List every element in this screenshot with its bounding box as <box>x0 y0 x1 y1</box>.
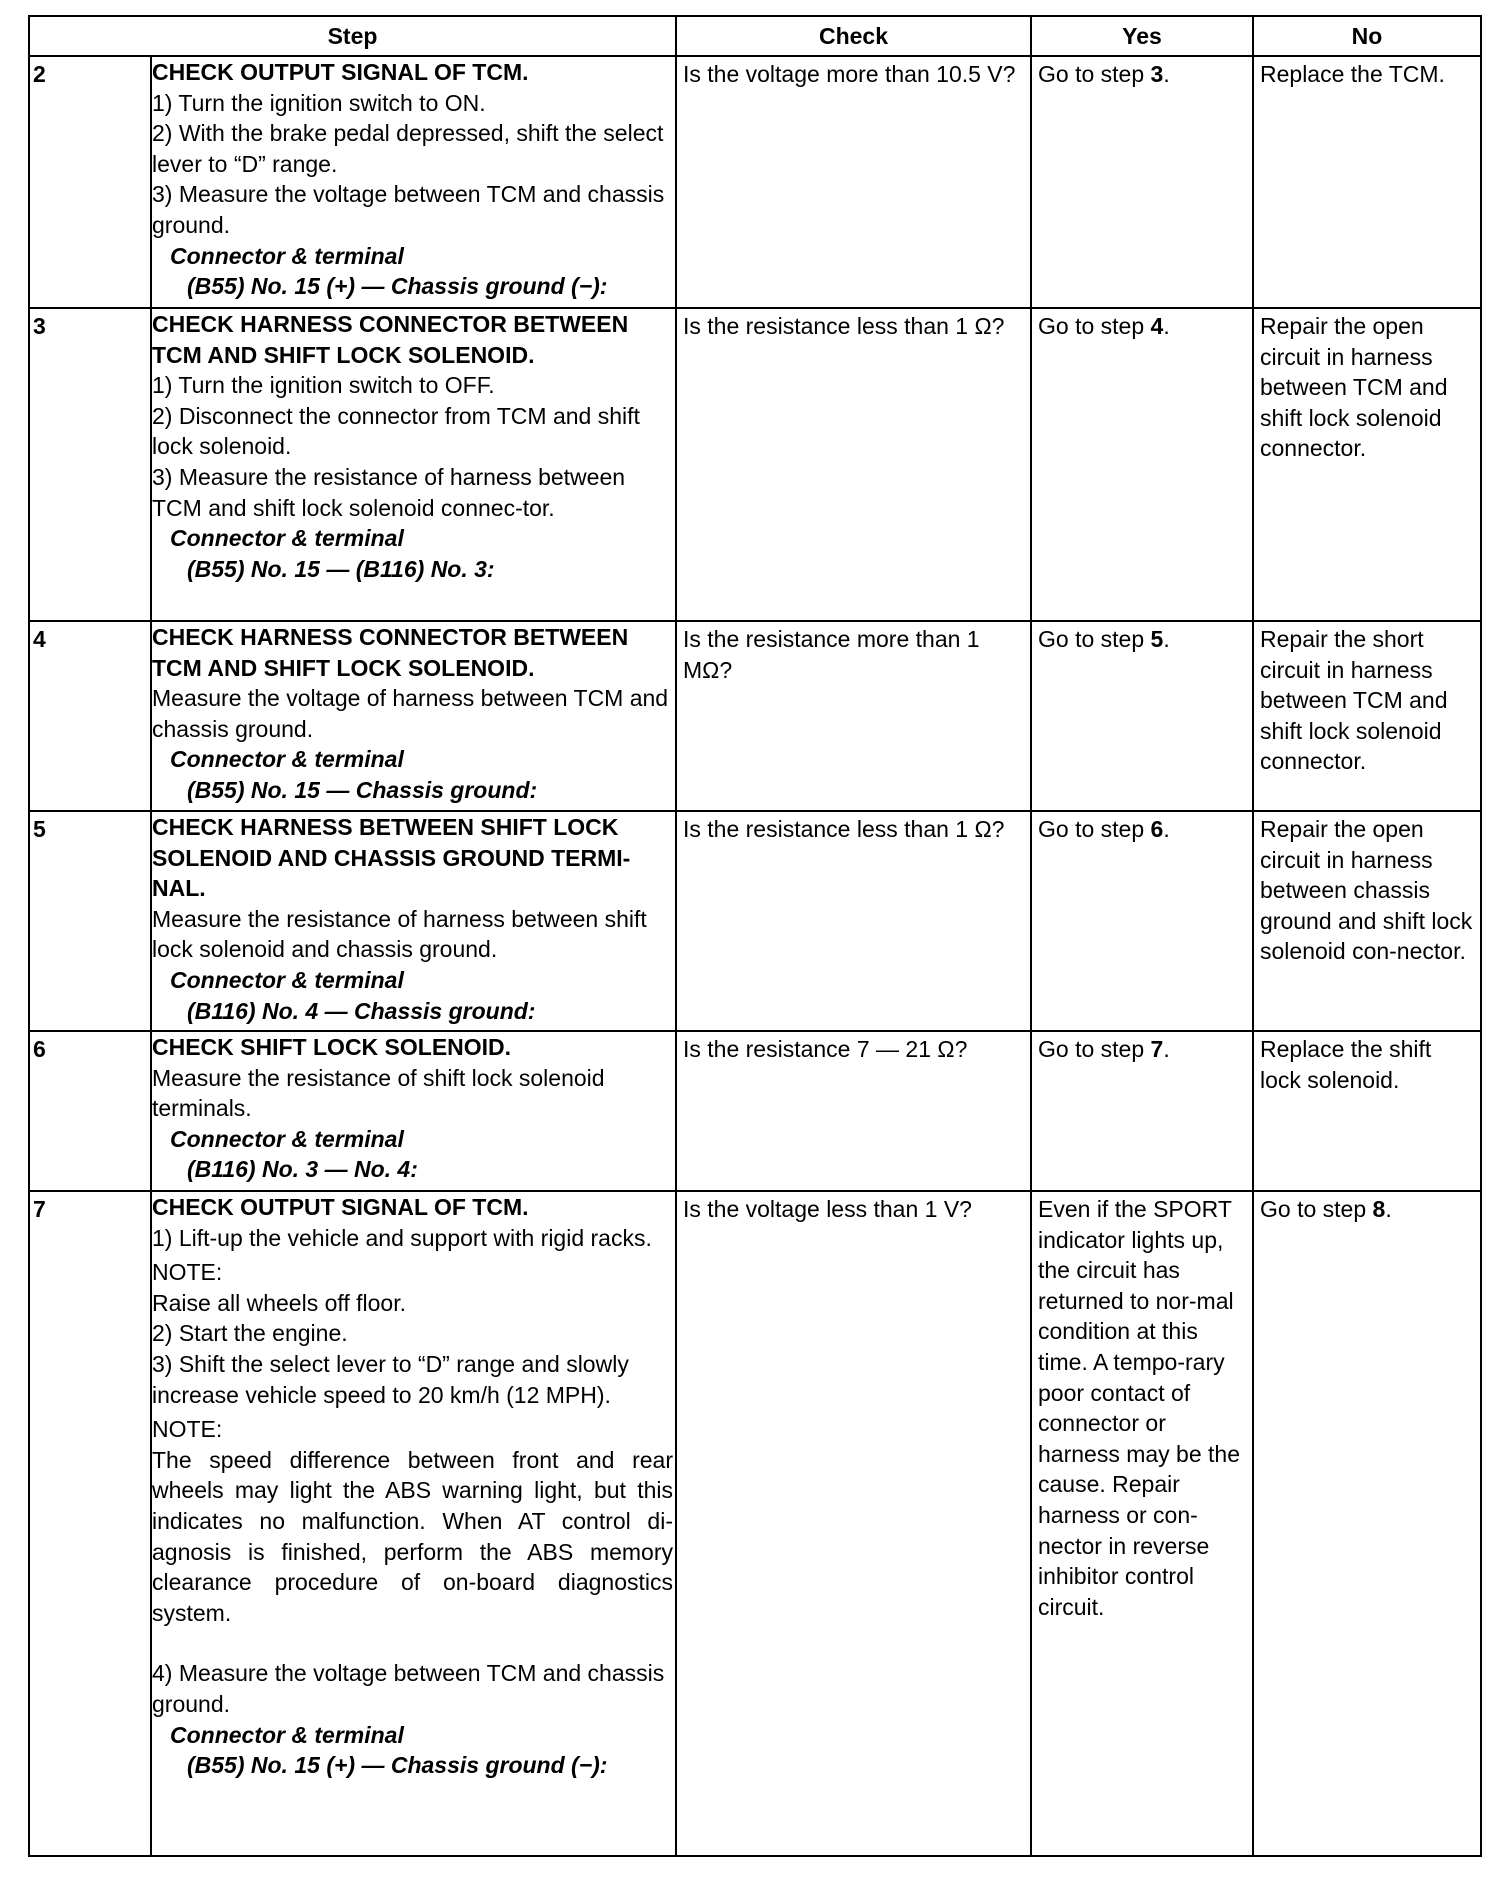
step-line: 2) Start the engine. <box>152 1320 348 1347</box>
spacer <box>152 1628 673 1658</box>
step-line: 2) Disconnect the connector from TCM and shift lock solenoid. <box>152 402 640 460</box>
diagnostic-table <box>28 15 1482 1857</box>
step-title: CHECK HARNESS BETWEEN SHIFT LOCK SOLENOID AND CHASSIS GROUND TERMI-NAL. <box>152 814 631 902</box>
step-cell <box>151 1031 676 1191</box>
connector-label: Connector & terminal <box>170 966 404 993</box>
step-line: 1) Lift-up the vehicle and support with rigid racks. <box>152 1224 652 1251</box>
yes-suffix: . <box>1163 816 1170 842</box>
step-number: 4 <box>29 621 151 811</box>
step-cell <box>151 56 676 308</box>
step-cell <box>151 811 676 1031</box>
header-row <box>29 16 1481 56</box>
no-cell <box>1253 1191 1481 1856</box>
connector-value: (B55) No. 15 (+) — Chassis ground (−): <box>187 1752 608 1779</box>
header-no: No <box>1253 16 1481 56</box>
step-line: 3) Measure the resistance of harness between TCM and shift lock solenoid connec-tor. <box>152 463 626 521</box>
yes-cell <box>1031 621 1253 811</box>
connector-value: (B116) No. 3 — No. 4: <box>187 1156 418 1183</box>
connector-value: (B116) No. 4 — Chassis ground: <box>187 997 536 1024</box>
step-line: 3) Shift the select lever to “D” range and slowly increase vehicle speed to 20 km/h (12 MPH). <box>152 1350 629 1408</box>
yes-prefix: Go to step <box>1038 816 1151 842</box>
header-yes: Yes <box>1031 16 1253 56</box>
no-cell: Replace the shift lock solenoid. <box>1253 1031 1481 1191</box>
step-title: CHECK HARNESS CONNECTOR BETWEEN TCM AND SHIFT LOCK SOLENOID. <box>152 624 629 681</box>
yes-step: 5 <box>1150 626 1164 652</box>
step-title: CHECK HARNESS CONNECTOR BETWEEN TCM AND SHIFT LOCK SOLENOID. <box>152 311 629 368</box>
step-number: 7 <box>29 1191 151 1856</box>
step-cell <box>151 308 676 621</box>
note-label: NOTE: <box>152 1416 223 1443</box>
yes-cell <box>1031 308 1253 621</box>
step-line: Measure the voltage of harness between TCM and chassis ground. <box>152 685 669 742</box>
step-number: 2 <box>29 56 151 308</box>
no-cell: Repair the open circuit in harness between chassis ground and shift lock solenoid con-nector. <box>1253 811 1481 1031</box>
connector-label: Connector & terminal <box>170 1721 404 1748</box>
yes-prefix: Go to step <box>1038 1036 1151 1062</box>
table-row <box>29 308 1481 621</box>
yes-step: 3 <box>1150 61 1164 87</box>
step-number: 6 <box>29 1031 151 1191</box>
yes-cell <box>1031 56 1253 308</box>
step-title: CHECK OUTPUT SIGNAL OF TCM. <box>152 59 529 85</box>
step-number: 3 <box>29 308 151 621</box>
no-step: 8 <box>1372 1196 1386 1222</box>
check-cell: Is the resistance less than 1 Ω? <box>676 308 1031 621</box>
step-line: Measure the resistance of shift lock solenoid terminals. <box>152 1064 605 1122</box>
yes-step: 6 <box>1150 816 1164 842</box>
connector-value: (B55) No. 15 (+) — Chassis ground (−): <box>187 273 608 300</box>
check-cell: Is the voltage less than 1 V? <box>676 1191 1031 1856</box>
yes-suffix: . <box>1163 1036 1170 1062</box>
step-line: 1) Turn the ignition switch to OFF. <box>152 372 495 399</box>
step-title: CHECK OUTPUT SIGNAL OF TCM. <box>152 1194 529 1220</box>
no-cell: Replace the TCM. <box>1253 56 1481 308</box>
connector-label: Connector & terminal <box>170 746 404 773</box>
yes-suffix: . <box>1163 626 1170 652</box>
yes-step: 7 <box>1150 1036 1164 1062</box>
no-cell: Repair the short circuit in harness between TCM and shift lock solenoid connector. <box>1253 621 1481 811</box>
step-cell <box>151 1191 676 1856</box>
header-step: Step <box>29 16 676 56</box>
no-prefix: Go to step <box>1260 1196 1373 1222</box>
connector-value: (B55) No. 15 — (B116) No. 3: <box>187 555 495 582</box>
yes-prefix: Go to step <box>1038 313 1151 339</box>
header-check: Check <box>676 16 1031 56</box>
connector-label: Connector & terminal <box>170 525 404 552</box>
step-title: CHECK SHIFT LOCK SOLENOID. <box>152 1034 512 1060</box>
note-text: The speed difference between front and rear wheels may light the ABS warning light, but this indicates no malfunction. When AT control di-agnosis is finished, perform the ABS memory clearance procedure of on-board diagnostics system. <box>152 1446 673 1626</box>
yes-cell <box>1031 1031 1253 1191</box>
step-number: 5 <box>29 811 151 1031</box>
yes-cell: Even if the SPORT indicator lights up, the circuit has returned to nor-mal condition at this time. A tempo-rary poor contact of connector or harness may be the cause. Repair harness or con-nector in reverse inhibitor control circuit. <box>1031 1191 1253 1856</box>
table-row <box>29 621 1481 811</box>
table-row <box>29 811 1481 1031</box>
no-cell: Repair the open circuit in harness between TCM and shift lock solenoid connector. <box>1253 308 1481 621</box>
note-text: Raise all wheels off floor. <box>152 1289 406 1316</box>
table-row <box>29 1191 1481 1856</box>
step-line: Measure the resistance of harness between shift lock solenoid and chassis ground. <box>152 905 647 963</box>
yes-cell <box>1031 811 1253 1031</box>
note-label: NOTE: <box>152 1259 223 1286</box>
check-cell: Is the resistance more than 1 MΩ? <box>676 621 1031 811</box>
step-line: 2) With the brake pedal depressed, shift the select lever to “D” range. <box>152 120 664 177</box>
step-line: 3) Measure the voltage between TCM and chassis ground. <box>152 181 665 238</box>
connector-label: Connector & terminal <box>170 242 404 269</box>
no-suffix: . <box>1385 1196 1392 1222</box>
yes-step: 4 <box>1150 313 1164 339</box>
step-cell <box>151 621 676 811</box>
connector-value: (B55) No. 15 — Chassis ground: <box>187 776 538 803</box>
step-line: 1) Turn the ignition switch to ON. <box>152 89 486 116</box>
connector-label: Connector & terminal <box>170 1125 404 1152</box>
yes-prefix: Go to step <box>1038 61 1151 87</box>
step-line: 4) Measure the voltage between TCM and chassis ground. <box>152 1660 665 1717</box>
check-cell: Is the resistance 7 — 21 Ω? <box>676 1031 1031 1191</box>
check-cell: Is the voltage more than 10.5 V? <box>676 56 1031 308</box>
yes-suffix: . <box>1163 61 1170 87</box>
yes-suffix: . <box>1163 313 1170 339</box>
yes-prefix: Go to step <box>1038 626 1151 652</box>
table-row <box>29 56 1481 308</box>
table-row <box>29 1031 1481 1191</box>
check-cell: Is the resistance less than 1 Ω? <box>676 811 1031 1031</box>
